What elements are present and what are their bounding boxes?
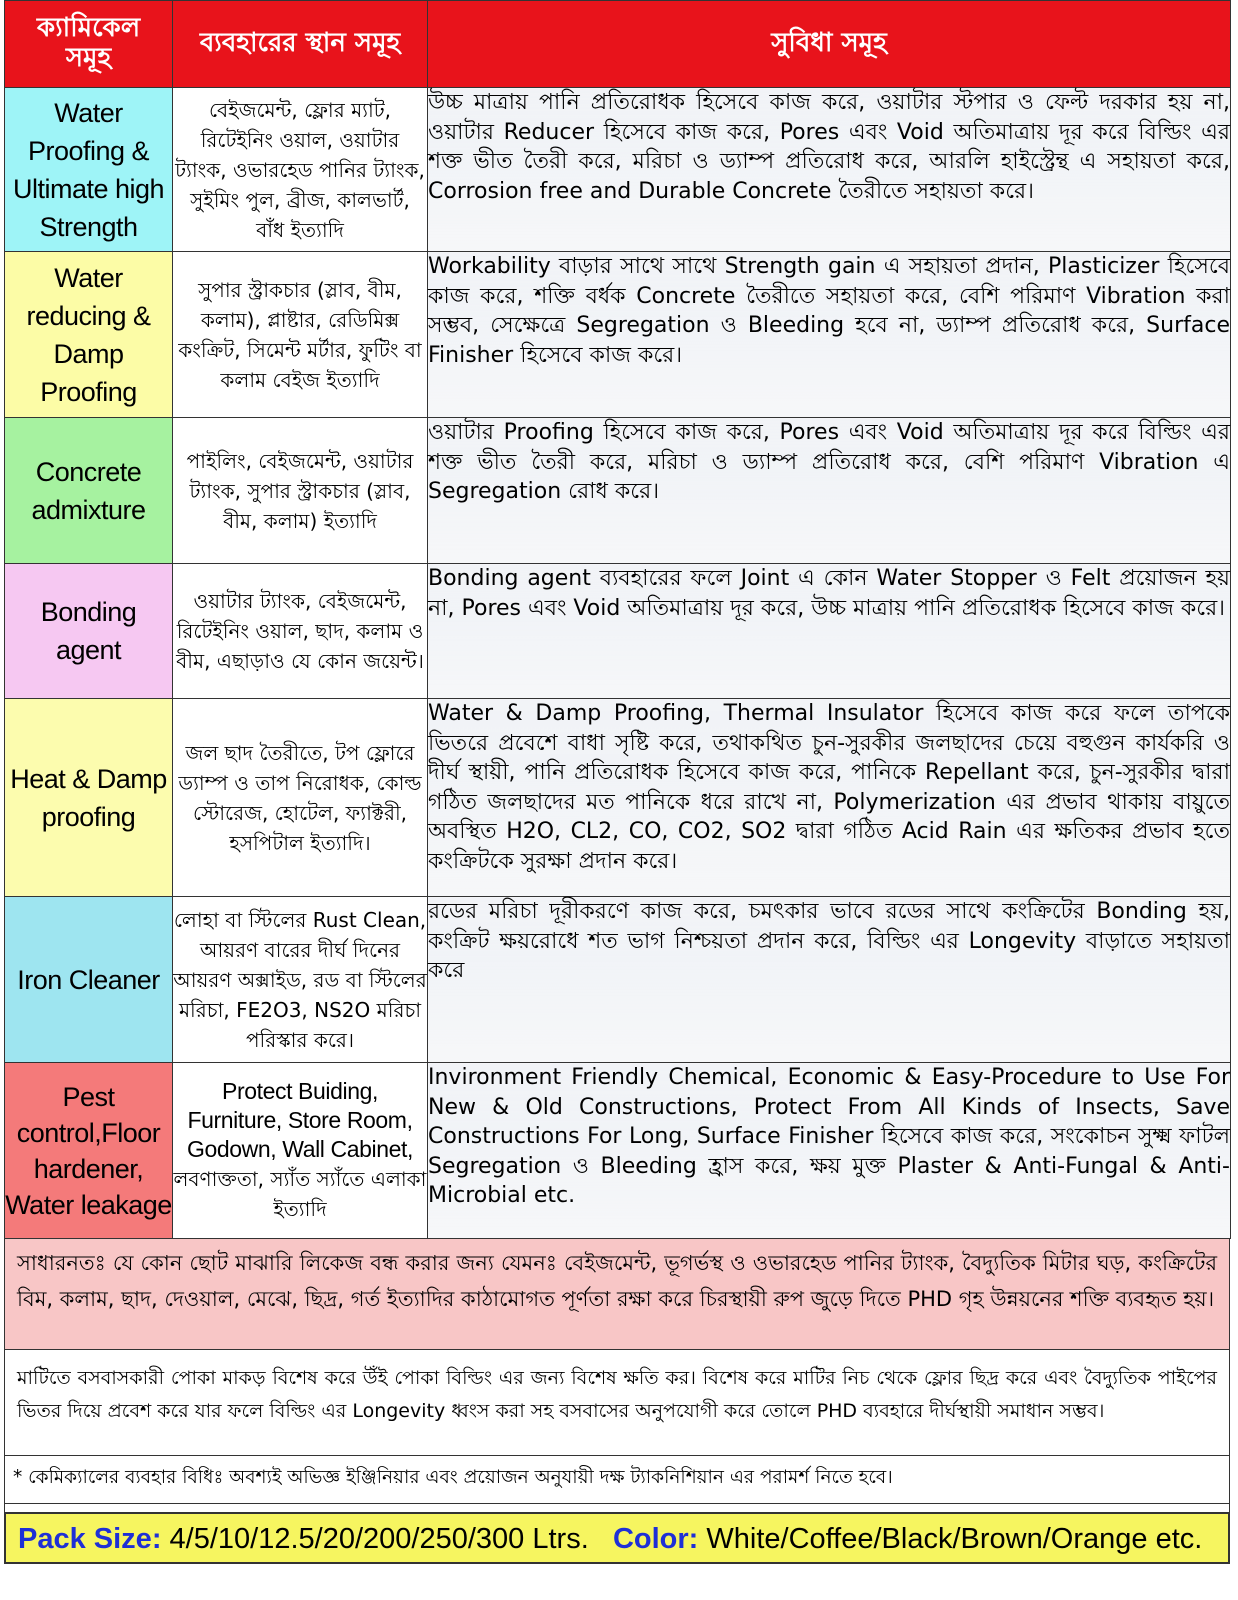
header-usage: ব্যবহারের স্থান সমূহ xyxy=(173,1,428,88)
divider xyxy=(4,1504,1230,1512)
pack-size-label: Pack Size: xyxy=(18,1523,162,1555)
benefits-cell xyxy=(428,88,1231,252)
benefits-cell xyxy=(428,252,1231,418)
usage-cell: জল ছাদ তৈরীতে, টপ ফ্লোরে ড্যাম্প ও তাপ নিরোধক, কোল্ড স্টোরেজ, হোটেল, ফ্যাক্টরী, হসপিটাল ইত্যাদি। xyxy=(173,699,428,897)
chemical-table xyxy=(4,0,1231,1239)
chemical-name: Concrete admixture xyxy=(5,418,173,564)
benefits-text: রডের মরিচা দূরীকরণে কাজ করে, চমৎকার ভাবে রডের সাথে কংক্রিটের Bonding হয়, কংক্রিট ক্ষয়রোধে শত ভাগ নিশ্চয়তা প্রদান করে, বিল্ডিং এর Longevity বাড়াতে সহায়তা করে xyxy=(428,899,1230,983)
benefits-cell xyxy=(428,564,1231,699)
usage-text: লবণাক্ততা, স্যাঁত স্যাঁতে এলাকা ইত্যাদি xyxy=(173,1167,427,1221)
benefits-text: উচ্চ মাত্রায় পানি প্রতিরোধক হিসেবে কাজ করে, ওয়াটার স্টপার ও ফেল্ট দরকার হয় না, ওয়াটার Reducer হিসেবে কাজ করে, Pores এবং Void অতিমাত্রায় দূর করে বিল্ডিং এর শক্ত ভীত তৈরী করে, মরিচা ও ড্যাম্প প্রতিরোধ করে, আরলি হাইস্ট্রেন্থ এ সহায়তা করে, Corrosion free and Durable Concrete তৈরীতে সহায়তা করে। xyxy=(428,90,1230,204)
benefits-cell xyxy=(428,1063,1231,1239)
table-row xyxy=(5,418,1231,564)
chemical-name: Water Proofing & Ultimate high Strength xyxy=(5,88,173,252)
table-row xyxy=(5,699,1231,897)
header-benefits: সুবিধা সমূহ xyxy=(428,1,1231,88)
chemical-name: Water reducing & Damp Proofing xyxy=(5,252,173,418)
chemical-name: Bonding agent xyxy=(5,564,173,699)
table-header xyxy=(5,1,1231,88)
benefits-cell xyxy=(428,897,1231,1063)
table-row xyxy=(5,252,1231,418)
color-value: White/Coffee/Black/Brown/Orange etc. xyxy=(706,1523,1203,1555)
usage-cell: ওয়াটার ট্যাংক, বেইজমেন্ট, রিটেইনিং ওয়াল, ছাদ, কলাম ও বীম, এছাড়াও যে কোন জয়েন্ট। xyxy=(173,564,428,699)
usage-cell: বেইজমেন্ট, ফ্লোর ম্যাট, রিটেইনিং ওয়াল, ওয়াটার ট্যাংক, ওভারহেড পানির ট্যাংক, সুইমিং পুল, ব্রীজ, কালভার্ট, বাঁধ ইত্যাদি xyxy=(173,88,428,252)
usage-text-en: Protect Buiding, Furniture, Store Room, Godown, Wall Cabinet, xyxy=(187,1078,413,1162)
benefits-text: Water & Damp Proofing, Thermal Insulator হিসেবে কাজ করে ফলে তাপকে ভিতরে প্রবেশে বাধা সৃষ্টি করে, তথাকথিত চুন-সুরকীর জলছাদের চেয়ে বহুগুন কার্যকরি ও দীর্ঘ স্থায়ী, পানি প্রতিরোধক হিসেবে কাজ করে, পানিকে Repellant করে, চুন-সুরকীর দ্বারা গঠিত জলছাদের মত পানিকে ধরে রাখে না, Polymerization এর প্রভাব থাকায় বায়ুতে অবস্থিত H2O, CL2, CO, CO2, SO2 দ্বারা গঠিত Acid Rain এর ক্ষতিকর প্রভাব হতে কংক্রিটকে সুরক্ষা প্রদান করে। xyxy=(428,701,1230,874)
color-label: Color: xyxy=(612,1523,699,1555)
table-row xyxy=(5,897,1231,1063)
usage-cell: সুপার স্ট্রাকচার (স্লাব, বীম, কলাম), প্লাষ্টার, রেডিমিক্স কংক্রিট, সিমেন্ট মর্টার, ফুটিং বা কলাম বেইজ ইত্যাদি xyxy=(173,252,428,418)
benefits-text: Invironment Friendly Chemical, Economic & Easy-Procedure to Use For New & Old Constructions, Protect From All Kinds of Insects, Save Constructions For Long, Surface Finisher হিসেবে কাজ করে, সংকোচন সুক্ষ্ম ফাটল Segregation ও Bleeding হ্রাস করে, ক্ষয় মুক্ত Plaster & Anti-Fungal & Anti-Microbial etc. xyxy=(428,1065,1230,1208)
pack-size-value: 4/5/10/12.5/20/200/250/300 Ltrs. xyxy=(169,1523,589,1555)
usage-warning: * কেমিক্যালের ব্যবহার বিধিঃ অবশ্যই অভিজ্ঞ ইঞ্জিনিয়ার এবং প্রয়োজন অনুযায়ী দক্ষ ট্যাকনিশিয়ান এর পরামর্শ নিতে হবে। xyxy=(4,1456,1230,1504)
header-chemicals: ক্যামিকেল সমূহ xyxy=(5,1,173,88)
table-row xyxy=(5,88,1231,252)
chemical-name: Iron Cleaner xyxy=(5,897,173,1063)
general-usage-note: সাধারনতঃ যে কোন ছোট মাঝারি লিকেজ বন্ধ করার জন্য যেমনঃ বেইজমেন্ট, ভূগর্ভস্থ ও ওভারহেড পানির ট্যাংক, বৈদ্যুতিক মিটার ঘড়, কংক্রিটের বিম, কলাম, ছাদ, দেওয়াল, মেঝে, ছিদ্র, গর্ত ইত্যাদির কাঠামোগত পূর্ণতা রক্ষা করে চিরস্থায়ী রুপ জুড়ে দিতে PHD গৃহ উন্নয়নের শক্তি ব্যবহৃত হয়। xyxy=(4,1239,1230,1350)
usage-cell xyxy=(173,1063,428,1239)
table-row xyxy=(5,564,1231,699)
benefits-text: Bonding agent ব্যবহারের ফলে Joint এ কোন Water Stopper ও Felt প্রয়োজন হয় না, Pores এবং Void অতিমাত্রায় দূর করে, উচ্চ মাত্রায় পানি প্রতিরোধক হিসেবে কাজ করে। xyxy=(428,566,1230,621)
benefits-text: ওয়াটার Proofing হিসেবে কাজ করে, Pores এবং Void অতিমাত্রায় দূর করে বিল্ডিং এর শক্ত ভীত তৈরী করে, মরিচা ও ড্যাম্প প্রতিরোধ করে, বেশি পরিমাণ Vibration এ Segregation রোধ করে। xyxy=(428,420,1230,504)
usage-cell: পাইলিং, বেইজমেন্ট, ওয়াটার ট্যাংক, সুপার স্ট্রাকচার (স্লাব, বীম, কলাম) ইত্যাদি xyxy=(173,418,428,564)
table-row xyxy=(5,1063,1231,1239)
usage-cell: লোহা বা স্টিলের Rust Clean, আয়রণ বারের দীর্ঘ দিনের আয়রণ অক্সাইড, রড বা স্টিলের মরিচা, FE2O3, NS2O মরিচা পরিস্কার করে। xyxy=(173,897,428,1063)
chemical-name: Heat & Damp proofing xyxy=(5,699,173,897)
chemical-info-sheet xyxy=(4,0,1230,1564)
benefits-text: Workability বাড়ার সাথে সাথে Strength gain এ সহায়তা প্রদান, Plasticizer হিসেবে কাজ করে, শক্তি বর্ধক Concrete তৈরীতে সহায়তা করে, বেশি পরিমাণ Vibration করা সম্ভব, সেক্ষেত্রে Segregation ও Bleeding হবে না, ড্যাম্প প্রতিরোধ করে, Surface Finisher হিসেবে কাজ করে। xyxy=(428,254,1230,368)
pack-info-bar xyxy=(4,1512,1230,1564)
termite-note: মাটিতে বসবাসকারী পোকা মাকড় বিশেষ করে উঁই পোকা বিল্ডিং এর জন্য বিশেষ ক্ষতি কর। বিশেষ করে মাটির নিচ থেকে ফ্লোর ছিদ্র করে এবং বৈদ্যুতিক পাইপের ভিতর দিয়ে প্রবেশ করে যার ফলে বিল্ডিং এর Longevity ধ্বংস করা সহ বসবাসের অনুপযোগী করে তোলে PHD ব্যবহারে দীর্ঘস্থায়ী সমাধান সম্ভব। xyxy=(4,1356,1230,1456)
chemical-name: Pest control,Floor hardener, Water leakage xyxy=(5,1063,173,1239)
benefits-cell xyxy=(428,418,1231,564)
benefits-cell xyxy=(428,699,1231,897)
